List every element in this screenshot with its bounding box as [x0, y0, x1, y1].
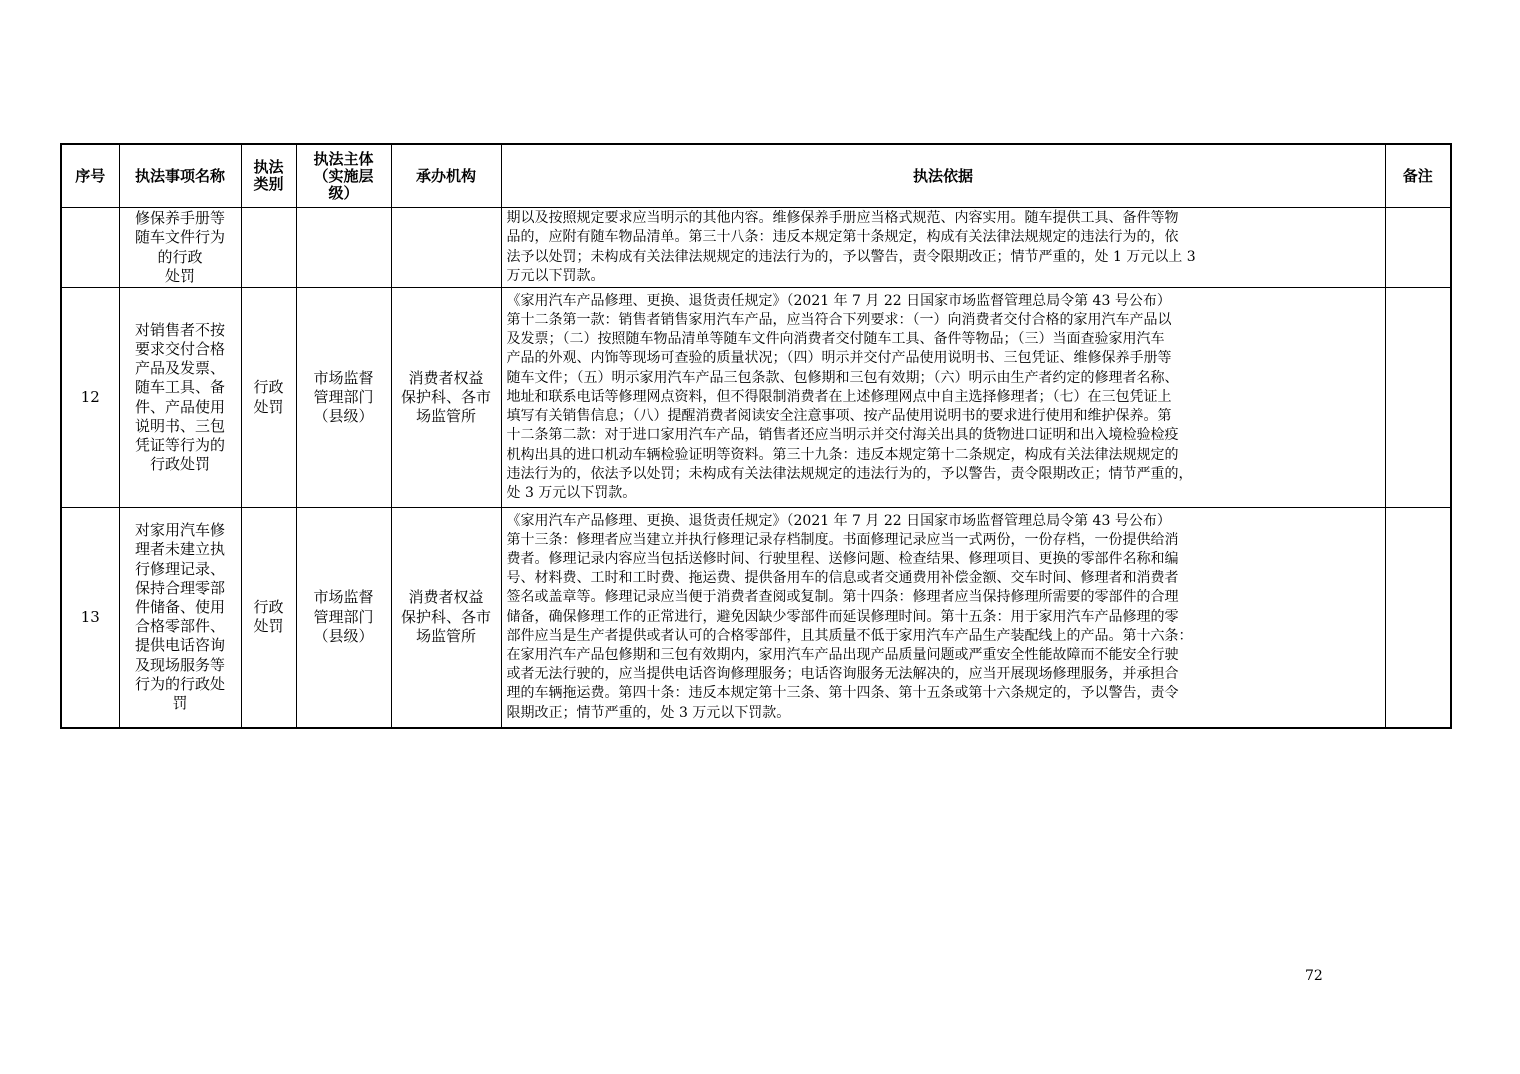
cell-note — [1385, 208, 1451, 288]
cell-category — [241, 208, 296, 288]
header-note: 备注 — [1385, 144, 1451, 208]
cell-subject: 市场监督 管理部门 （县级） — [296, 508, 391, 728]
header-seq: 序号 — [61, 144, 119, 208]
cell-organ: 消费者权益 保护科、各市 场监管所 — [391, 288, 501, 508]
cell-subject — [296, 208, 391, 288]
cell-seq: 12 — [61, 288, 119, 508]
cell-item-name: 对销售者不按 要求交付合格 产品及发票、 随车工具、备 件、产品使用 说明书、三包 凭证等行为的 行政处罚 — [119, 288, 241, 508]
cell-basis: 《家用汽车产品修理、更换、退货责任规定》（2021 年 7 月 22 日国家市场监督管理总局令第 43 号公布） 第十二条第一款：销售者销售家用汽车产品，应当符合下列要求：（一）向消费者交付合格的家用汽车产品以 及发票；（二）按照随车物品清单等随车文件向消费者交付随车工具、备件等物品；（三）当面查验家用汽车 产品的外观、内饰等现场可查验的质量状况；（四）明示并交付产品使用说明书、三包凭证、维修保养手册等 随车文件；（五）明示家用汽车产品三包条款、包修期和三包有效期；（六）明示由生产者约定的修理者名称、 地址和联系电话等修理网点资料，但不得限制消费者在上述修理网点中自主选择修理者；（七）在三包凭证上 填写有关销售信息；（八）提醒消费者阅读安全注意事项、按产品使用说明书的要求进行使用和维护保养。第 十二条第二款：对于进口家用汽车产品，销售者还应当明示并交付海关出具的货物进口证明和出入境检验检疫 机构出具的进口机动车辆检验证明等资料。第三十九条：违反本规定第十二条规定，构成有关法律法规规定的 违法行为的，依法予以处罚；未构成有关法律法规规定的违法行为的，予以警告，责令限期改正；情节严重的， 处 3 万元以下罚款。 — [501, 288, 1385, 508]
cell-organ: 消费者权益 保护科、各市 场监管所 — [391, 508, 501, 728]
cell-organ — [391, 208, 501, 288]
page-number: 72 — [1305, 968, 1323, 984]
enforcement-table — [60, 143, 1452, 729]
header-subject: 执法主体 （实施层 级） — [296, 144, 391, 208]
cell-category: 行政 处罚 — [241, 288, 296, 508]
cell-item-name: 对家用汽车修 理者未建立执 行修理记录、 保持合理零部 件储备、使用 合格零部件、 提供电话咨询 及现场服务等 行为的行政处 罚 — [119, 508, 241, 728]
cell-item-name: 修保养手册等 随车文件行为 的行政 处罚 — [119, 208, 241, 288]
header-item-name: 执法事项名称 — [119, 144, 241, 208]
cell-note — [1385, 288, 1451, 508]
table-row — [61, 208, 1451, 288]
cell-subject: 市场监督 管理部门 （县级） — [296, 288, 391, 508]
cell-seq: 13 — [61, 508, 119, 728]
header-row — [61, 144, 1451, 208]
cell-category: 行政 处罚 — [241, 508, 296, 728]
cell-basis: 期以及按照规定要求应当明示的其他内容。维修保养手册应当格式规范、内容实用。随车提供工具、备件等物 品的，应附有随车物品清单。第三十八条：违反本规定第十条规定，构成有关法律法规规定的违法行为的，依 法予以处罚；未构成有关法律法规规定的违法行为的，予以警告，责令限期改正；情节严重的，处 1 万元以上 3 万元以下罚款。 — [501, 208, 1385, 288]
table-row — [61, 508, 1451, 728]
cell-seq — [61, 208, 119, 288]
header-category: 执法 类别 — [241, 144, 296, 208]
cell-basis: 《家用汽车产品修理、更换、退货责任规定》（2021 年 7 月 22 日国家市场监督管理总局令第 43 号公布） 第十三条：修理者应当建立并执行修理记录存档制度。书面修理记录应当一式两份，一份存档，一份提供给消 费者。修理记录内容应当包括送修时间、行驶里程、送修问题、检查结果、修理项目、更换的零部件名称和编 号、材料费、工时和工时费、拖运费、提供备用车的信息或者交通费用补偿金额、交车时间、修理者和消费者 签名或盖章等。修理记录应当便于消费者查阅或复制。第十四条：修理者应当保持修理所需要的零部件的合理 储备，确保修理工作的正常进行，避免因缺少零部件而延误修理时间。第十五条：用于家用汽车产品修理的零 部件应当是生产者提供或者认可的合格零部件，且其质量不低于家用汽车产品生产装配线上的产品。第十六条： 在家用汽车产品包修期和三包有效期内，家用汽车产品出现产品质量问题或严重安全性能故障而不能安全行驶 或者无法行驶的，应当提供电话咨询修理服务；电话咨询服务无法解决的，应当开展现场修理服务，并承担合 理的车辆拖运费。第四十条：违反本规定第十三条、第十四条、第十五条或第十六条规定的，予以警告，责令 限期改正；情节严重的，处 3 万元以下罚款。 — [501, 508, 1385, 728]
header-basis: 执法依据 — [501, 144, 1385, 208]
cell-note — [1385, 508, 1451, 728]
table-row — [61, 288, 1451, 508]
header-organ: 承办机构 — [391, 144, 501, 208]
